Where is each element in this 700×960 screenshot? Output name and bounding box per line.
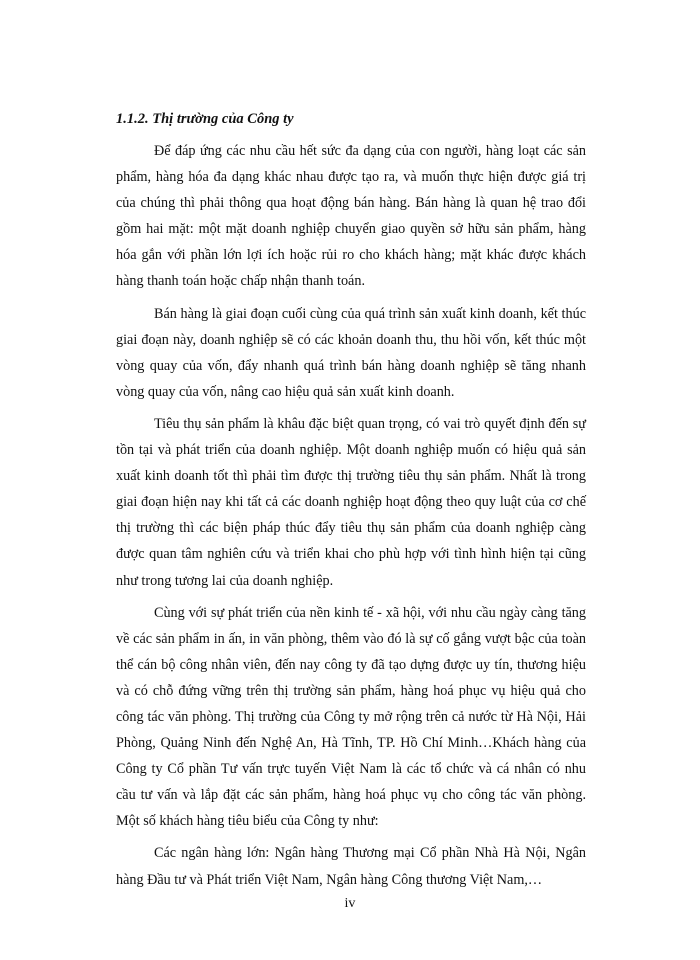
paragraph-consumption: Tiêu thụ sản phẩm là khâu đặc biệt quan trọng, có vai trò quyết định đến sự tồn tại và phát triển của doanh nghiệp. Một doanh nghiệp muốn có hiệu quả sản xuất kinh doanh tốt thì phải tìm được thị trường tiêu thụ sản phẩm. Nhất là trong giai đoạn hiện nay khi tất cả các doanh nghiệp hoạt động theo quy luật của cơ chế thị trường thì các biện pháp thúc đẩy tiêu thụ sản phẩm của doanh nghiệp càng được quan tâm nghiên cứu và triển khai cho phù hợp với tình hình hiện tại cũng như trong tương lai của doanh nghiệp.	[116, 415, 586, 589]
paragraph-sales-stage: Bán hàng là giai đoạn cuối cùng của quá trình sản xuất kinh doanh, kết thúc giai đoạn này, doanh nghiệp sẽ có các khoản doanh thu, thu hồi vốn, kết thúc một vòng quay của vốn, đẩy nhanh quá trình bán hàng doanh nghiệp sẽ tăng nhanh vòng quay của vốn, nâng cao hiệu quả sản xuất kinh doanh.	[116, 305, 586, 400]
paragraph-sales-definition: Để đáp ứng các nhu cầu hết sức đa dạng của con người, hàng loạt các sản phẩm, hàng hóa đa dạng khác nhau được tạo ra, và muốn thực hiện được giá trị của chúng thì phải thông qua hoạt động bán hàng. Bán hàng là quan hệ trao đổi gồm hai mặt: một mặt doanh nghiệp chuyển giao quyền sở hữu sản phẩm, hàng hóa gắn với phần lớn lợi ích hoặc rủi ro cho khách hàng; mặt khác được khách hàng thanh toán hoặc chấp nhận thanh toán.	[116, 143, 586, 290]
page-number: iv	[344, 896, 356, 911]
paragraph-market-development: Cùng với sự phát triển của nền kinh tế - xã hội, với nhu cầu ngày càng tăng về các sản phẩm in ấn, in văn phòng, thêm vào đó là sự cố gắng vượt bậc của toàn thể cán bộ công nhân viên, đến nay công ty đã tạo dựng được uy tín, thương hiệu và có chỗ đứng vững trên thị trường sản phẩm, hàng hoá phục vụ hiệu quả cho công tác văn phòng. Thị trường của Công ty mở rộng trên cả nước từ Hà Nội, Hải Phòng, Quảng Ninh đến Nghệ An, Hà Tĩnh, TP. Hồ Chí Minh…Khách hàng của Công ty Cổ phần Tư vấn trực tuyến Việt Nam là các tổ chức và cá nhân có nhu cầu tư vấn và lắp đặt các sản phẩm, hàng hoá phục vụ cho công tác văn phòng. Một số khách hàng tiêu biểu của Công ty như:	[116, 604, 586, 830]
page-content	[116, 106, 586, 899]
paragraph-major-banks: Các ngân hàng lớn: Ngân hàng Thương mại Cổ phần Nhà Hà Nội, Ngân hàng Đầu tư và Phát triển Việt Nam, Ngân hàng Công thương Việt Nam,…	[116, 845, 586, 888]
section-heading: 1.1.2. Thị trường của Công ty	[116, 111, 294, 127]
